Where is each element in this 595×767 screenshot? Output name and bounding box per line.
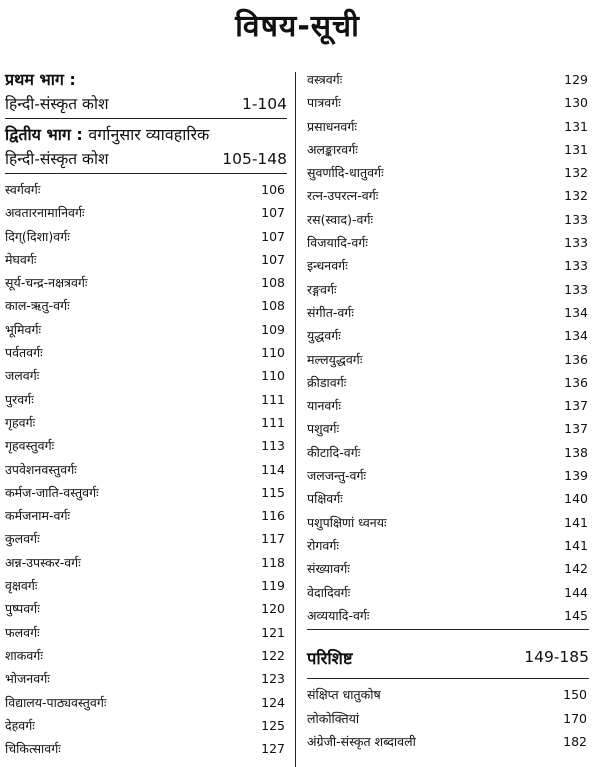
entry-name: विजयादि-वर्गः (307, 235, 368, 251)
toc-entry (307, 604, 589, 627)
toc-entry (5, 364, 287, 387)
toc-entry (307, 464, 589, 487)
left-entry-list (5, 178, 287, 760)
toc-entry (5, 411, 287, 434)
entry-page: 134 (564, 304, 588, 320)
toc-entry (307, 730, 589, 754)
entry-page: 129 (564, 72, 588, 87)
entry-name: रोगवर्गः (307, 537, 339, 553)
appendix-entry-list (307, 683, 589, 754)
entry-page: 117 (261, 531, 285, 547)
entry-page: 145 (564, 607, 588, 623)
section-heading (5, 123, 287, 147)
entry-name: कर्मज-जाति-वस्तुवर्गः (5, 484, 99, 500)
entry-name: युद्धवर्गः (307, 328, 341, 344)
entry-page: 133 (564, 211, 588, 227)
entry-name: कर्मजनाम-वर्गः (5, 508, 71, 524)
toc-entry (307, 511, 589, 534)
toc-entry (5, 225, 287, 248)
entry-name: गृहवर्गः (5, 414, 36, 430)
toc-entry (307, 254, 589, 277)
entry-page: 118 (261, 554, 285, 570)
entry-page: 108 (261, 298, 285, 314)
entry-name: अलङ्कारवर्गः (307, 141, 358, 157)
entry-name: क्रीडावर्गः (307, 374, 347, 390)
entry-name: मल्लयुद्धवर्गः (307, 351, 363, 367)
toc-entry (307, 707, 589, 731)
toc-entry (307, 161, 589, 184)
entry-page: 109 (261, 321, 285, 337)
entry-name: भोजनवर्गः (5, 671, 50, 687)
toc-entry (5, 667, 287, 690)
entry-page: 120 (261, 601, 285, 617)
entry-page: 132 (564, 165, 588, 181)
entry-page: 130 (564, 95, 588, 111)
toc-entry (307, 91, 589, 114)
toc-entry (5, 248, 287, 271)
entry-name: सुवर्णादि-धातुवर्गः (307, 165, 384, 181)
toc-entry (307, 324, 589, 347)
entry-name: भूमिवर्गः (5, 321, 42, 337)
entry-page: 115 (261, 484, 285, 500)
entry-page: 141 (564, 537, 588, 553)
right-entry-list (307, 68, 589, 627)
toc-entry (307, 68, 589, 91)
toc-entry (5, 527, 287, 550)
entry-name: काल-ऋतु-वर्गः (5, 298, 70, 314)
entry-name: रत्न-उपरत्न-वर्गः (307, 188, 379, 204)
entry-name: वृक्षवर्गः (5, 578, 38, 594)
entry-name: पुष्पवर्गः (5, 601, 40, 617)
toc-entry (307, 487, 589, 510)
entry-name: प्रसाधनवर्गः (307, 118, 357, 134)
toc-entry (307, 138, 589, 161)
toc-entry (5, 504, 287, 527)
entry-name: विद्यालय-पाठ्यवस्तुवर्गः (5, 694, 107, 710)
appendix-heading: परिशिष्ट (307, 648, 353, 668)
toc-entry (5, 621, 287, 644)
entry-page: 139 (564, 468, 588, 484)
entry-name: अन्न-उपस्कर-वर्गः (5, 554, 81, 570)
toc-entry (5, 341, 287, 364)
entry-name: पात्रवर्गः (307, 95, 341, 111)
toc-entry (307, 115, 589, 138)
entry-page: 108 (261, 275, 285, 291)
entry-page: 107 (261, 228, 285, 244)
entry-name: रङ्गवर्गः (307, 281, 337, 297)
entry-name: अव्ययादि-वर्गः (307, 607, 370, 623)
entry-name: स्वर्गवर्गः (5, 182, 41, 197)
toc-entry (5, 271, 287, 294)
entry-page: 131 (564, 141, 588, 157)
entry-name: यानवर्गः (307, 398, 341, 414)
toc-entry (5, 481, 287, 504)
entry-name: कुलवर्गः (5, 531, 40, 547)
toc-entry (5, 318, 287, 341)
section-label: हिन्दी-संस्कृत कोश (5, 150, 109, 168)
toc-entry (5, 388, 287, 411)
entry-page: 111 (261, 391, 285, 407)
toc-entry (5, 434, 287, 457)
entry-page: 150 (563, 687, 587, 703)
entry-name: मेघवर्गः (5, 251, 37, 267)
toc-entry (5, 597, 287, 620)
toc-entry (307, 208, 589, 231)
entry-name: पशुपक्षिणां ध्वनयः (307, 514, 387, 530)
entry-page: 107 (261, 251, 285, 267)
entry-name: दिग्(दिशा)वर्गः (5, 228, 70, 244)
entry-page: 137 (564, 421, 588, 437)
entry-page: 144 (564, 584, 588, 600)
toc-entry (5, 714, 287, 737)
toc-entry (5, 201, 287, 224)
toc-entry (307, 394, 589, 417)
entry-page: 134 (564, 328, 588, 344)
toc-entry (307, 371, 589, 394)
entry-page: 138 (564, 444, 588, 460)
entry-page: 127 (261, 741, 285, 757)
toc-entry (307, 534, 589, 557)
entry-name: पक्षिवर्गः (307, 491, 343, 507)
entry-name: सूर्य-चन्द्र-नक्षत्रवर्गः (5, 275, 88, 291)
section-row (5, 147, 287, 171)
toc-entry (5, 574, 287, 597)
entry-page: 142 (564, 561, 588, 577)
toc-entry (5, 644, 287, 667)
entry-name: संक्षिप्त धातुकोष (307, 687, 381, 703)
entry-name: गृहवस्तुवर्गः (5, 438, 55, 454)
toc-entry (307, 441, 589, 464)
entry-name: अंग्रेजी-संस्कृत शब्दावली (307, 734, 416, 750)
entry-page: 121 (261, 624, 285, 640)
entry-name: पर्वतवर्गः (5, 345, 43, 361)
left-column (5, 68, 287, 760)
toc-entry (307, 231, 589, 254)
toc-entry (307, 301, 589, 324)
entry-name: देहवर्गः (5, 717, 35, 733)
toc-entry (307, 348, 589, 371)
toc-entry (5, 737, 287, 760)
section-range: 1-104 (241, 95, 287, 113)
entry-page: 122 (261, 647, 285, 663)
section-rule (5, 118, 287, 119)
entry-page: 123 (261, 671, 285, 687)
appendix-heading-row (307, 638, 589, 676)
entry-name: पशुवर्गः (307, 421, 340, 437)
entry-name: अवतारनामानिवर्गः (5, 205, 85, 221)
toc-entry (307, 581, 589, 604)
entry-page: 136 (564, 374, 588, 390)
toc-entry (307, 184, 589, 207)
toc-entry (5, 178, 287, 201)
entry-name: संगीत-वर्गः (307, 304, 354, 320)
appendix-range: 149-185 (524, 648, 589, 667)
entry-page: 182 (563, 734, 587, 750)
entry-name: चिकित्सावर्गः (5, 741, 61, 757)
section-row (5, 92, 287, 116)
entry-name: वेदादिवर्गः (307, 584, 351, 600)
toc-entry (307, 557, 589, 580)
entry-page: 131 (564, 118, 588, 134)
entry-page: 132 (564, 188, 588, 204)
entry-page: 125 (261, 717, 285, 733)
toc-entry (307, 417, 589, 440)
section-range: 105-148 (222, 150, 287, 168)
section-heading-rest: वर्गानुसार व्यावहारिक (88, 125, 210, 144)
section-heading-bold: द्वितीय भाग : (5, 125, 83, 144)
section-rule (307, 678, 589, 679)
page-title: विषय-सूची (235, 9, 360, 44)
entry-name: जलजन्तु-वर्गः (307, 468, 367, 484)
entry-page: 133 (564, 235, 588, 251)
entry-name: शाकवर्गः (5, 647, 43, 663)
entry-page: 114 (261, 461, 285, 477)
entry-name: इन्धनवर्गः (307, 258, 348, 274)
entry-page: 107 (261, 205, 285, 221)
section-part-one (5, 68, 287, 119)
toc-entry (307, 683, 589, 707)
entry-name: जलवर्गः (5, 368, 40, 384)
section-rule (5, 173, 287, 174)
entry-name: वस्त्रवर्गः (307, 72, 343, 87)
column-divider (295, 72, 296, 767)
entry-page: 113 (261, 438, 285, 454)
entry-page: 170 (563, 710, 587, 726)
toc-entry (5, 691, 287, 714)
section-label: हिन्दी-संस्कृत कोश (5, 95, 109, 113)
entry-page: 111 (261, 414, 285, 430)
right-column (307, 68, 589, 754)
entry-name: पुरवर्गः (5, 391, 34, 407)
entry-page: 133 (564, 281, 588, 297)
toc-entry (5, 551, 287, 574)
entry-page: 141 (564, 514, 588, 530)
toc-entry (5, 458, 287, 481)
entry-page: 140 (564, 491, 588, 507)
entry-page: 110 (261, 368, 285, 384)
entry-page: 133 (564, 258, 588, 274)
entry-name: लोकोक्तियां (307, 710, 360, 726)
entry-page: 106 (261, 182, 285, 197)
entry-name: उपवेशनवस्तुवर्गः (5, 461, 77, 477)
toc-entry (307, 278, 589, 301)
toc-entry (5, 294, 287, 317)
entry-name: कीटादि-वर्गः (307, 444, 361, 460)
entry-name: संख्यावर्गः (307, 561, 350, 577)
entry-page: 116 (261, 508, 285, 524)
entry-page: 119 (261, 578, 285, 594)
section-heading: प्रथम भाग : (5, 70, 76, 89)
section-part-two (5, 123, 287, 174)
entry-name: रस(स्वाद)-वर्गः (307, 211, 374, 227)
entry-name: फलवर्गः (5, 624, 40, 640)
entry-page: 137 (564, 398, 588, 414)
entry-page: 136 (564, 351, 588, 367)
section-rule (307, 629, 589, 630)
entry-page: 124 (261, 694, 285, 710)
entry-page: 110 (261, 345, 285, 361)
